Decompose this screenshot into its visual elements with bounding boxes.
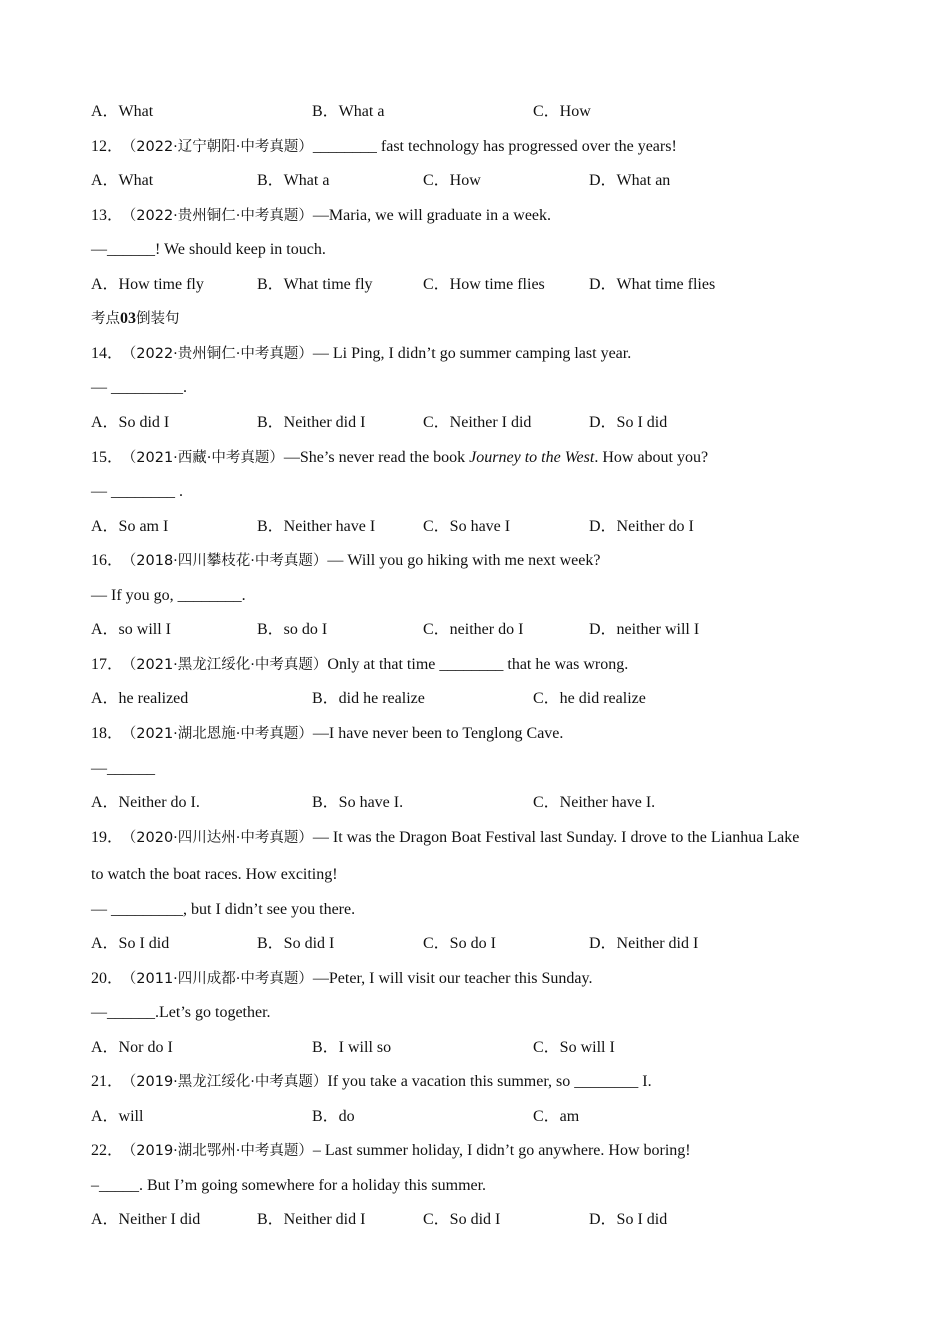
q15-option-a[interactable]: A．So am I [91,518,169,535]
question-source: （2022·贵州铜仁·中考真题） [129,208,313,224]
q15-stem [91,448,708,468]
q14-option-c[interactable]: C．Neither I did [423,414,532,431]
question-text: —Peter, I will visit our teacher this Sunday. [312,970,593,987]
q13-reply: —______! We should keep in touch. [91,241,326,258]
question-source: （2020·四川达州·中考真题） [129,830,313,846]
q22-option-a[interactable]: A．Neither I did [91,1211,201,1228]
q18-option-b[interactable]: B．So have I. [312,794,404,811]
q18-reply: —______ [91,760,155,777]
q19-stem-continued: to watch the boat races. How exciting! [91,866,338,883]
question-source: （2021·西藏·中考真题） [129,450,284,466]
question-number: 20． [91,970,124,987]
q17-option-c[interactable]: C．he did realize [533,690,646,707]
question-source: （2019·湖北鄂州·中考真题） [129,1143,313,1159]
section-heading [91,309,180,329]
q15-option-b[interactable]: B．Neither have I [257,518,376,535]
section-title: 倒装句 [136,311,180,327]
question-text: — Li Ping, I didn’t go summer camping last year. [312,345,632,362]
q16-reply: — If you go, ________. [91,587,246,604]
q22-option-c[interactable]: C．So did I [423,1211,501,1228]
q11-option-c[interactable]: C．How [533,103,591,120]
question-source: （2021·湖北恩施·中考真题） [129,726,313,742]
q17-options [91,689,871,709]
q22-reply: –_____. But I’m going somewhere for a holiday this summer. [91,1177,487,1194]
q21-option-a[interactable]: A．will [91,1108,144,1125]
question-text: – Last summer holiday, I didn’t go anywhere. How boring! [312,1142,691,1159]
question-source: （2018·四川攀枝花·中考真题） [129,553,328,569]
q18-options [91,793,871,813]
question-number: 17． [91,656,124,673]
q20-option-a[interactable]: A．Nor do I [91,1039,173,1056]
q12-options [91,171,871,191]
q22-option-d[interactable]: D．So I did [589,1211,668,1228]
q15-option-c[interactable]: C．So have I [423,518,511,535]
q16-option-b[interactable]: B．so do I [257,621,328,638]
question-number: 22． [91,1142,124,1159]
question-source: （2021·黑龙江绥化·中考真题） [129,657,328,673]
section-prefix: 考点 [91,311,120,327]
q15-reply: — ________ . [91,483,183,500]
q18-option-a[interactable]: A．Neither do I. [91,794,200,811]
q20-stem [91,969,593,989]
q15-option-d[interactable]: D．Neither do I [589,518,694,535]
q19-stem [91,828,799,848]
q12-option-b[interactable]: B．What a [257,172,330,189]
q19-option-d[interactable]: D．Neither did I [589,935,699,952]
q20-reply: —______.Let’s go together. [91,1004,271,1021]
q12-option-c[interactable]: C．How [423,172,481,189]
q13-option-b[interactable]: B．What time fly [257,276,373,293]
question-text: —Maria, we will graduate in a week. [312,207,552,224]
question-text: Only at that time ________ that he was wrong. [327,656,629,673]
q19-reply: — _________, but I didn’t see you there. [91,901,356,918]
q22-stem [91,1141,691,1161]
question-number: 21． [91,1073,124,1090]
q17-option-b[interactable]: B．did he realize [312,690,425,707]
q12-option-d[interactable]: D．What an [589,172,671,189]
q19-option-b[interactable]: B．So did I [257,935,335,952]
question-number: 13． [91,207,124,224]
q22-option-b[interactable]: B．Neither did I [257,1211,366,1228]
q13-option-d[interactable]: D．What time flies [589,276,716,293]
question-number: 15． [91,449,124,466]
question-text: ________ fast technology has progressed over the years! [312,138,677,155]
q19-options [91,934,871,954]
question-number: 19． [91,829,124,846]
q13-options [91,275,871,295]
q20-option-c[interactable]: C．So will I [533,1039,615,1056]
q16-stem [91,551,600,571]
question-text: — Will you go hiking with me next week? [327,552,601,569]
book-title: Journey to the West [469,449,595,466]
question-source: （2019·黑龙江绥化·中考真题） [129,1074,328,1090]
question-number: 14． [91,345,124,362]
question-text: — It was the Dragon Boat Festival last Sunday. I drove to the Lianhua Lake [312,829,800,846]
q13-option-c[interactable]: C．How time flies [423,276,545,293]
q16-option-c[interactable]: C．neither do I [423,621,524,638]
q16-option-a[interactable]: A．so will I [91,621,172,638]
q14-stem [91,344,631,364]
question-text: —I have never been to Tenglong Cave. [312,725,564,742]
q21-option-b[interactable]: B．do [312,1108,355,1125]
q11-option-a[interactable]: A．What [91,103,154,120]
section-code: 03 [120,310,136,327]
question-source: （2022·辽宁朝阳·中考真题） [129,139,313,155]
question-text-end: . How about you? [594,449,709,466]
q14-options [91,413,871,433]
q12-stem [91,137,677,157]
q16-option-d[interactable]: D．neither will I [589,621,700,638]
q14-option-d[interactable]: D．So I did [589,414,668,431]
q21-stem [91,1072,652,1092]
q17-stem [91,655,628,675]
question-number: 16． [91,552,124,569]
question-number: 12． [91,138,124,155]
q20-options [91,1038,871,1058]
q16-options [91,620,871,640]
q20-option-b[interactable]: B．I will so [312,1039,392,1056]
q18-option-c[interactable]: C．Neither have I. [533,794,656,811]
q22-options [91,1210,871,1230]
q13-option-a[interactable]: A．How time fly [91,276,204,293]
question-number: 18． [91,725,124,742]
q15-options [91,517,871,537]
q11-options [91,102,871,122]
q21-option-c[interactable]: C．am [533,1108,580,1125]
question-text: —She’s never read the book [283,449,470,466]
question-source: （2011·四川成都·中考真题） [129,971,313,987]
question-source: （2022·贵州铜仁·中考真题） [129,346,313,362]
q14-reply: — _________. [91,379,187,396]
q21-options [91,1107,871,1127]
q12-option-a[interactable]: A．What [91,172,154,189]
q11-option-b[interactable]: B．What a [312,103,385,120]
q13-stem [91,206,551,226]
question-text: If you take a vacation this summer, so ________ I. [327,1073,652,1090]
q19-option-a[interactable]: A．So I did [91,935,170,952]
q18-stem [91,724,563,744]
q14-option-b[interactable]: B．Neither did I [257,414,366,431]
q14-option-a[interactable]: A．So did I [91,414,170,431]
q17-option-a[interactable]: A．he realized [91,690,189,707]
q19-option-c[interactable]: C．So do I [423,935,496,952]
